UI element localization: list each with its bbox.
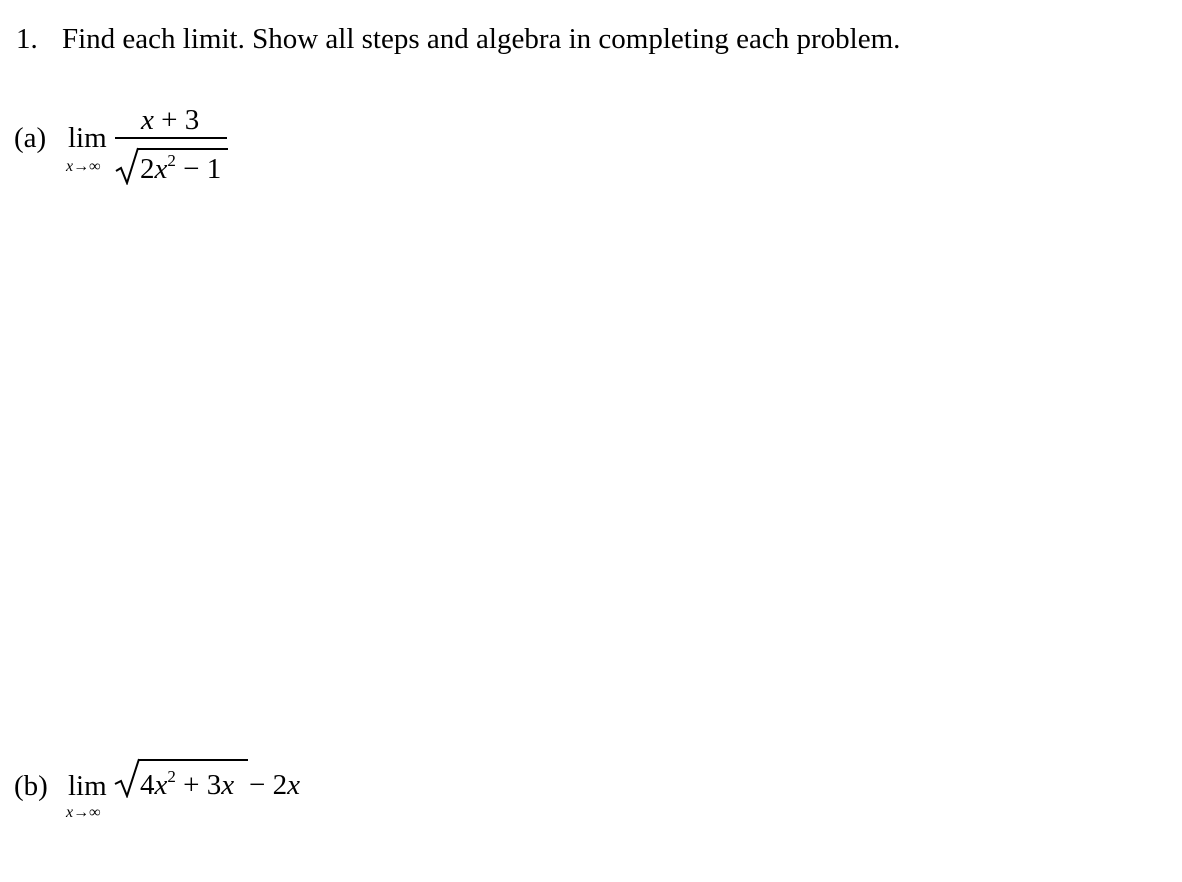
part-b-limit-subscript: x→∞ <box>66 804 101 821</box>
part-b-radical-vinculum <box>138 759 248 761</box>
part-b-radicand-variable: x <box>154 769 168 801</box>
part-b-radical-sign <box>114 758 140 798</box>
part-a-numerator-rest: + 3 <box>153 104 200 136</box>
part-b-tail-op: − 2 <box>249 769 288 801</box>
part-b-radicand-middle: + 3 <box>175 769 222 801</box>
part-b-radicand-exponent: 2 <box>167 767 176 786</box>
question-instruction: Find each limit. Show all steps and algebra in completing each problem. <box>62 23 901 55</box>
part-a-fraction-bar <box>115 137 227 139</box>
part-a-radical-vinculum <box>138 148 228 150</box>
part-b-radicand-coefficient: 4 <box>140 769 155 801</box>
part-a-denominator-rest: − 1 <box>175 153 222 185</box>
part-b-radicand <box>140 768 234 802</box>
part-a-radical-sign <box>115 147 139 185</box>
part-a-label: (a) <box>14 122 47 154</box>
part-a-denominator-exponent: 2 <box>167 151 176 170</box>
part-a-numerator <box>141 103 199 137</box>
part-b-lim: lim <box>68 770 107 802</box>
part-b-tail-variable: x <box>287 769 300 801</box>
part-a-denominator <box>140 152 221 186</box>
part-b-tail-term <box>249 768 300 802</box>
part-a-denominator-coefficient: 2 <box>140 153 155 185</box>
part-a-lim: lim <box>68 122 107 154</box>
part-a-limit-subscript: x→∞ <box>66 158 101 175</box>
part-b-label: (b) <box>14 770 48 802</box>
part-b-radicand-variable-2: x <box>221 769 235 801</box>
part-a-denominator-variable: x <box>154 153 168 185</box>
question-number: 1. <box>16 23 38 55</box>
part-a-numerator-variable: x <box>141 104 154 136</box>
